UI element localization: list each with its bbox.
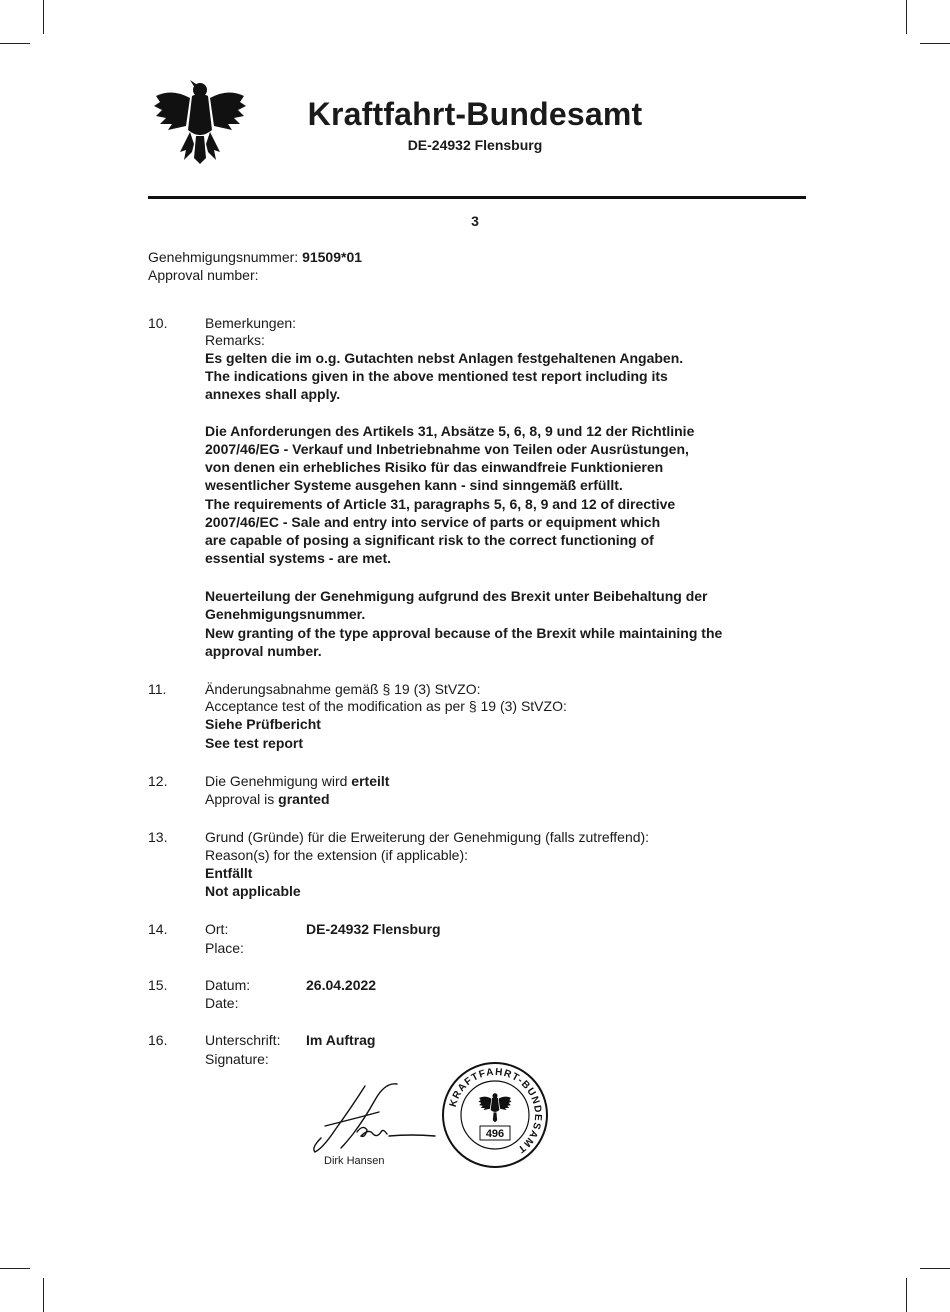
organization-name: Kraftfahrt-Bundesamt	[307, 96, 643, 132]
remarks-line: annexes shall apply.	[205, 386, 341, 402]
approval-number-label: Genehmigungsnummer:	[148, 249, 299, 265]
approval-status-line	[205, 772, 389, 791]
remarks-label-en: Remarks:	[205, 332, 265, 348]
approval-status-value-en: granted	[278, 791, 330, 807]
official-seal	[440, 1060, 550, 1170]
page-number: 3	[471, 213, 479, 229]
place-label-en: Place:	[205, 940, 244, 956]
modification-value-en: See test report	[205, 735, 304, 751]
item-number: 12.	[148, 773, 168, 789]
signature-label: Unterschrift:	[205, 1032, 281, 1048]
remarks-line: The requirements of Article 31, paragraphs 5, 6, 8, 9 and 12 of directive	[205, 496, 676, 512]
date-label: Datum:	[205, 977, 251, 993]
remarks-line: The indications given in the above mentioned test report including its	[205, 368, 668, 384]
handwritten-signature	[305, 1078, 445, 1158]
crop-mark	[43, 0, 44, 34]
place-label: Ort:	[205, 921, 229, 937]
extension-reason-value: Entfällt	[205, 865, 253, 881]
crop-mark	[920, 1268, 950, 1269]
seal-number: 496	[485, 1128, 505, 1140]
modification-label: Änderungsabnahme gemäß § 19 (3) StVZO:	[205, 681, 481, 697]
extension-reason-value-en: Not applicable	[205, 883, 301, 899]
item-number: 11.	[148, 681, 167, 697]
item-number: 15.	[148, 977, 168, 993]
seal-text: KRAFTFAHRT-BUNDESAMT	[447, 1066, 544, 1156]
modification-value: Siehe Prüfbericht	[205, 716, 321, 732]
crop-mark	[0, 1268, 30, 1269]
date-label-en: Date:	[205, 995, 239, 1011]
item-number: 14.	[148, 921, 168, 937]
crop-mark	[0, 43, 30, 44]
remarks-line: Neuerteilung der Genehmigung aufgrund des Brexit unter Beibehaltung der	[205, 588, 708, 604]
crop-mark	[906, 0, 907, 34]
organization-address: DE-24932 Flensburg	[407, 137, 543, 153]
crop-mark	[43, 1278, 44, 1312]
approval-number-label-en: Approval number:	[148, 267, 259, 283]
crop-mark	[920, 43, 950, 44]
approval-number-value: 91509*01	[302, 249, 363, 265]
approval-status-value: erteilt	[351, 773, 390, 789]
place-value: DE-24932 Flensburg	[306, 921, 441, 937]
extension-reason-label: Grund (Gründe) für die Erweiterung der Genehmigung (falls zutreffend):	[205, 829, 650, 845]
remarks-line: von denen ein erhebliches Risiko für das einwandfreie Funktionieren	[205, 459, 664, 475]
date-value: 26.04.2022	[306, 977, 377, 993]
remarks-line: New granting of the type approval because of the Brexit while maintaining the	[205, 625, 723, 641]
remarks-line: essential systems - are met.	[205, 550, 391, 566]
remarks-line: Es gelten die im o.g. Gutachten nebst Anlagen festgehaltenen Angaben.	[205, 350, 684, 366]
approval-status-text-en: Approval is	[205, 791, 279, 807]
extension-reason-label-en: Reason(s) for the extension (if applicable):	[205, 847, 469, 863]
remarks-line: 2007/46/EC - Sale and entry into service of parts or equipment which	[205, 514, 661, 530]
item-number: 16.	[148, 1032, 168, 1048]
item-number: 10.	[148, 315, 168, 331]
remarks-line: Die Anforderungen des Artikels 31, Absätze 5, 6, 8, 9 und 12 der Richtlinie	[205, 423, 695, 439]
remarks-line: 2007/46/EG - Verkauf und Inbetriebnahme von Teilen oder Ausrüstungen,	[205, 441, 689, 457]
signature-value: Im Auftrag	[306, 1032, 376, 1048]
signature-label-en: Signature:	[205, 1051, 269, 1067]
signatory-name: Dirk Hansen	[324, 1155, 385, 1167]
item-number: 13.	[148, 829, 168, 845]
approval-status-text: Die Genehmigung wird	[205, 773, 352, 789]
remarks-line: Genehmigungsnummer.	[205, 606, 366, 622]
header-divider	[148, 196, 806, 199]
modification-label-en: Acceptance test of the modification as per § 19 (3) StVZO:	[205, 698, 567, 714]
remarks-line: wesentlicher Systeme ausgehen kann - sind sinngemäß erfüllt.	[205, 477, 623, 493]
remarks-line: approval number.	[205, 643, 322, 659]
crop-mark	[906, 1278, 907, 1312]
approval-status-line-en	[205, 790, 330, 809]
remarks-label: Bemerkungen:	[205, 315, 297, 331]
remarks-line: are capable of posing a significant risk to the correct functioning of	[205, 532, 654, 548]
approval-number-line	[148, 248, 362, 267]
